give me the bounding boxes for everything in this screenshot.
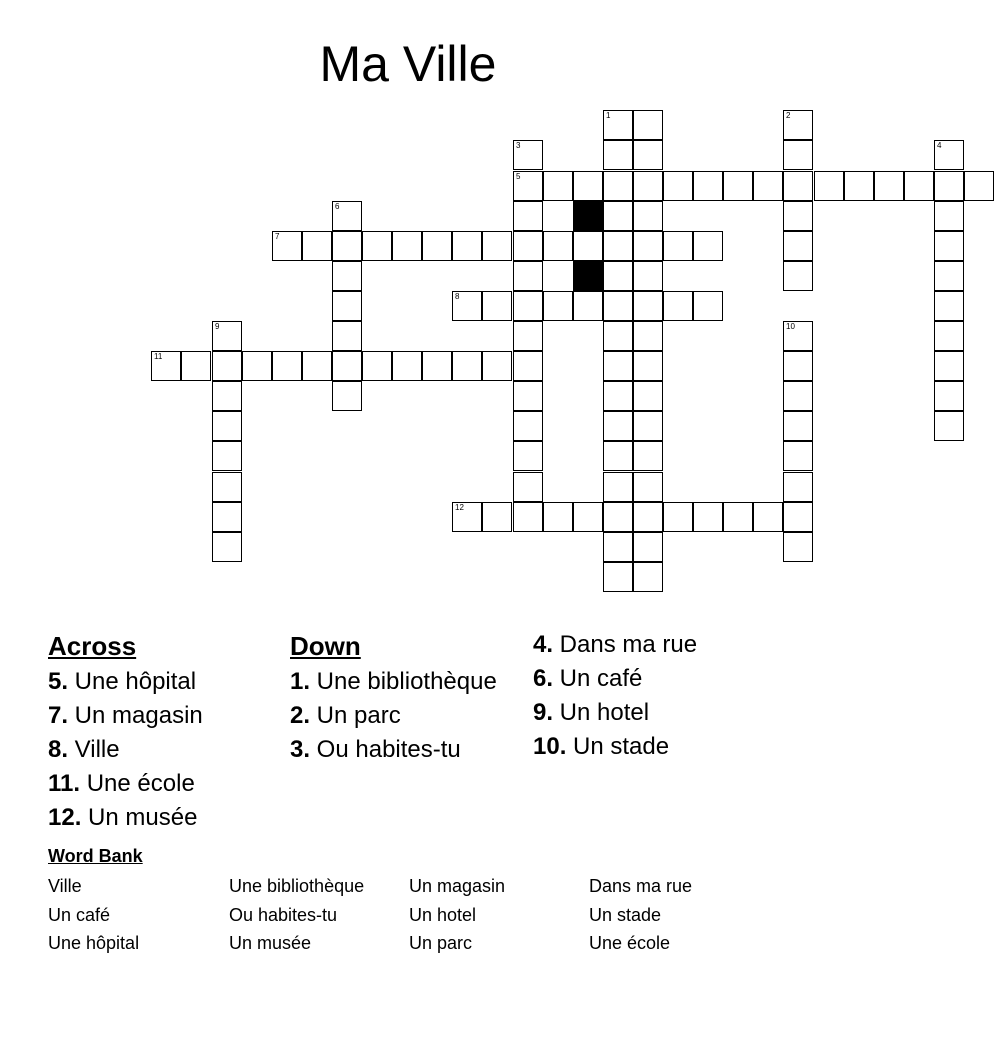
- clue-item-number: 1.: [290, 668, 311, 695]
- word-bank-item: Une hôpital: [48, 933, 140, 953]
- grid-cell[interactable]: [603, 411, 633, 441]
- word-bank-item: Ville: [48, 876, 82, 896]
- across-clue-list: [48, 668, 278, 838]
- grid-cell[interactable]: [332, 201, 362, 231]
- clue-item-number: 6.: [533, 665, 554, 692]
- word-bank-item: Un magasin: [409, 876, 506, 896]
- grid-cell[interactable]: [633, 140, 663, 170]
- clue-item: [290, 736, 520, 764]
- clue-number: 9: [215, 322, 220, 331]
- grid-cell[interactable]: [783, 411, 813, 441]
- grid-cell[interactable]: [603, 321, 633, 351]
- grid-cell[interactable]: [603, 472, 633, 502]
- clue-item-text: Un stade: [566, 733, 670, 760]
- clue-item: [48, 668, 278, 696]
- grid-cell[interactable]: [934, 201, 964, 231]
- grid-cell[interactable]: [874, 171, 904, 201]
- grid-cell[interactable]: [633, 381, 663, 411]
- grid-cell[interactable]: [242, 351, 272, 381]
- grid-cell[interactable]: [482, 351, 512, 381]
- clue-item: [48, 702, 278, 730]
- grid-cell[interactable]: [844, 171, 874, 201]
- grid-cell[interactable]: [603, 502, 633, 532]
- grid-cell[interactable]: [422, 351, 452, 381]
- grid-cell[interactable]: [783, 140, 813, 170]
- grid-cell[interactable]: [513, 140, 543, 170]
- grid-cell[interactable]: [693, 502, 723, 532]
- grid-cell[interactable]: [513, 351, 543, 381]
- grid-cell[interactable]: [663, 502, 693, 532]
- clue-item-number: 5.: [48, 668, 69, 695]
- grid-cell[interactable]: [693, 231, 723, 261]
- grid-cell[interactable]: [934, 261, 964, 291]
- grid-cell[interactable]: [633, 502, 663, 532]
- grid-cell[interactable]: [603, 562, 633, 592]
- grid-cell[interactable]: [783, 441, 813, 471]
- clue-number: 8: [455, 292, 460, 301]
- grid-cell[interactable]: [302, 231, 332, 261]
- clue-item: [533, 631, 793, 659]
- grid-cell[interactable]: [543, 502, 573, 532]
- grid-cell[interactable]: [934, 231, 964, 261]
- grid-cell[interactable]: [573, 171, 603, 201]
- grid-cell[interactable]: [513, 261, 543, 291]
- grid-cell[interactable]: [633, 441, 663, 471]
- clue-number: 10: [786, 322, 795, 331]
- grid-cell[interactable]: [513, 441, 543, 471]
- grid-cell[interactable]: [482, 502, 512, 532]
- grid-cell[interactable]: [633, 201, 663, 231]
- clue-item-text: Un magasin: [68, 702, 203, 729]
- clue-number: 6: [335, 202, 340, 211]
- grid-cell[interactable]: [783, 231, 813, 261]
- grid-cell[interactable]: [603, 110, 633, 140]
- grid-cell[interactable]: [332, 321, 362, 351]
- clue-item-text: Un parc: [310, 702, 401, 729]
- grid-cell[interactable]: [332, 261, 362, 291]
- grid-black-cell: [573, 261, 603, 291]
- grid-cell[interactable]: [212, 321, 242, 351]
- clue-number: 3: [516, 141, 521, 150]
- grid-cell[interactable]: [783, 351, 813, 381]
- clue-item: [533, 665, 793, 693]
- grid-cell[interactable]: [753, 502, 783, 532]
- clue-item-text: Une bibliothèque: [310, 668, 497, 695]
- grid-cell[interactable]: [603, 291, 633, 321]
- grid-cell[interactable]: [332, 381, 362, 411]
- grid-cell[interactable]: [603, 201, 633, 231]
- clue-item-number: 11.: [48, 770, 81, 797]
- grid-cell[interactable]: [513, 321, 543, 351]
- grid-cell[interactable]: [814, 171, 844, 201]
- grid-cell[interactable]: [482, 291, 512, 321]
- clue-number: 5: [516, 172, 521, 181]
- clue-item-text: Un hotel: [553, 699, 650, 726]
- grid-cell[interactable]: [573, 231, 603, 261]
- word-bank-item: Un café: [48, 905, 111, 925]
- clue-item-text: Une école: [80, 770, 195, 797]
- clue-item-number: 2.: [290, 702, 311, 729]
- clue-item-number: 10.: [533, 733, 567, 760]
- grid-cell[interactable]: [603, 351, 633, 381]
- grid-cell[interactable]: [482, 231, 512, 261]
- grid-cell[interactable]: [392, 351, 422, 381]
- grid-cell[interactable]: [543, 291, 573, 321]
- grid-cell[interactable]: [633, 562, 663, 592]
- word-bank-item: Une bibliothèque: [229, 876, 365, 896]
- word-bank-item: Une école: [589, 933, 671, 953]
- clue-item-text: Un musée: [81, 804, 198, 831]
- grid-cell[interactable]: [723, 171, 753, 201]
- grid-cell[interactable]: [603, 231, 633, 261]
- grid-cell[interactable]: [422, 231, 452, 261]
- grid-cell[interactable]: [633, 110, 663, 140]
- grid-cell[interactable]: [212, 472, 242, 502]
- grid-cell[interactable]: [603, 532, 633, 562]
- grid-cell[interactable]: [693, 291, 723, 321]
- clue-number: 12: [455, 503, 464, 512]
- grid-cell[interactable]: [212, 351, 242, 381]
- grid-cell[interactable]: [181, 351, 211, 381]
- grid-cell[interactable]: [513, 171, 543, 201]
- grid-cell[interactable]: [573, 502, 603, 532]
- grid-cell[interactable]: [513, 472, 543, 502]
- grid-cell[interactable]: [513, 502, 543, 532]
- down-clue-list: [290, 668, 520, 770]
- grid-cell[interactable]: [452, 351, 482, 381]
- clue-item-number: 3.: [290, 736, 311, 763]
- grid-cell[interactable]: [332, 291, 362, 321]
- clue-number: 11: [154, 352, 163, 361]
- clue-item: [533, 699, 793, 727]
- grid-cell[interactable]: [513, 291, 543, 321]
- grid-cell[interactable]: [783, 532, 813, 562]
- grid-cell[interactable]: [603, 441, 633, 471]
- grid-cell[interactable]: [633, 261, 663, 291]
- grid-cell[interactable]: [633, 321, 663, 351]
- grid-cell[interactable]: [934, 140, 964, 170]
- clue-item-number: 8.: [48, 736, 69, 763]
- grid-cell[interactable]: [513, 231, 543, 261]
- grid-cell[interactable]: [212, 381, 242, 411]
- grid-cell[interactable]: [663, 171, 693, 201]
- grid-cell[interactable]: [783, 201, 813, 231]
- down-clue-list-continued: [533, 631, 793, 767]
- grid-black-cell: [573, 201, 603, 231]
- grid-cell[interactable]: [212, 441, 242, 471]
- grid-cell[interactable]: [362, 231, 392, 261]
- grid-cell[interactable]: [723, 502, 753, 532]
- grid-cell[interactable]: [904, 171, 934, 201]
- grid-cell[interactable]: [633, 171, 663, 201]
- clue-number: 4: [937, 141, 942, 150]
- clue-item: [48, 770, 278, 798]
- grid-cell[interactable]: [753, 171, 783, 201]
- clue-item-text: Une hôpital: [68, 668, 197, 695]
- grid-cell[interactable]: [783, 261, 813, 291]
- word-bank-title: Word Bank: [48, 846, 143, 866]
- clue-item: [533, 733, 793, 761]
- grid-cell[interactable]: [934, 321, 964, 351]
- grid-cell[interactable]: [603, 140, 633, 170]
- grid-cell[interactable]: [543, 231, 573, 261]
- grid-cell[interactable]: [513, 411, 543, 441]
- clue-item: [290, 668, 520, 696]
- across-heading: Across: [48, 631, 137, 661]
- grid-cell[interactable]: [633, 351, 663, 381]
- grid-cell[interactable]: [934, 171, 964, 201]
- clue-item-number: 7.: [48, 702, 69, 729]
- grid-cell[interactable]: [663, 231, 693, 261]
- grid-cell[interactable]: [934, 411, 964, 441]
- grid-cell[interactable]: [332, 351, 362, 381]
- grid-cell[interactable]: [663, 291, 693, 321]
- word-bank-item: Ou habites-tu: [229, 905, 338, 925]
- grid-cell[interactable]: [633, 472, 663, 502]
- grid-cell[interactable]: [543, 171, 573, 201]
- page-title: Ma Ville: [319, 36, 497, 92]
- clue-item-text: Ou habites-tu: [310, 736, 461, 763]
- clue-item-number: 9.: [533, 699, 554, 726]
- grid-cell[interactable]: [633, 291, 663, 321]
- clue-item: [48, 804, 278, 832]
- grid-cell[interactable]: [212, 502, 242, 532]
- grid-cell[interactable]: [783, 502, 813, 532]
- word-bank-item: Un parc: [409, 933, 473, 953]
- grid-cell[interactable]: [783, 110, 813, 140]
- word-bank-item: Dans ma rue: [589, 876, 693, 896]
- grid-cell[interactable]: [633, 532, 663, 562]
- grid-cell[interactable]: [934, 381, 964, 411]
- clue-item-text: Dans ma rue: [553, 631, 698, 658]
- grid-cell[interactable]: [934, 351, 964, 381]
- grid-cell[interactable]: [964, 171, 994, 201]
- grid-cell[interactable]: [151, 351, 181, 381]
- grid-cell[interactable]: [452, 291, 482, 321]
- grid-cell[interactable]: [302, 351, 332, 381]
- grid-cell[interactable]: [362, 351, 392, 381]
- grid-cell[interactable]: [783, 321, 813, 351]
- grid-cell[interactable]: [212, 411, 242, 441]
- word-bank-item: Un hotel: [409, 905, 477, 925]
- grid-cell[interactable]: [783, 472, 813, 502]
- clue-item: [290, 702, 520, 730]
- word-bank-item: Un musée: [229, 933, 312, 953]
- grid-cell[interactable]: [603, 261, 633, 291]
- grid-cell[interactable]: [603, 381, 633, 411]
- clue-item-number: 12.: [48, 804, 82, 831]
- grid-cell[interactable]: [272, 351, 302, 381]
- grid-cell[interactable]: [513, 201, 543, 231]
- clue-item-text: Ville: [68, 736, 120, 763]
- clue-item-text: Un café: [553, 665, 643, 692]
- clue-item: [48, 736, 278, 764]
- grid-cell[interactable]: [452, 502, 482, 532]
- down-heading: Down: [290, 631, 361, 661]
- grid-cell[interactable]: [392, 231, 422, 261]
- clue-number: 1: [606, 111, 611, 120]
- grid-cell[interactable]: [633, 231, 663, 261]
- grid-cell[interactable]: [452, 231, 482, 261]
- clue-number: 2: [786, 111, 791, 120]
- grid-cell[interactable]: [783, 171, 813, 201]
- word-bank-item: Un stade: [589, 905, 662, 925]
- grid-cell[interactable]: [633, 411, 663, 441]
- grid-cell[interactable]: [332, 231, 362, 261]
- grid-cell[interactable]: [783, 381, 813, 411]
- grid-cell[interactable]: [573, 291, 603, 321]
- grid-cell[interactable]: [513, 381, 543, 411]
- grid-cell[interactable]: [212, 532, 242, 562]
- grid-cell[interactable]: [603, 171, 633, 201]
- grid-cell[interactable]: [272, 231, 302, 261]
- clue-number: 7: [275, 232, 280, 241]
- grid-cell[interactable]: [693, 171, 723, 201]
- clue-item-number: 4.: [533, 631, 554, 658]
- grid-cell[interactable]: [934, 291, 964, 321]
